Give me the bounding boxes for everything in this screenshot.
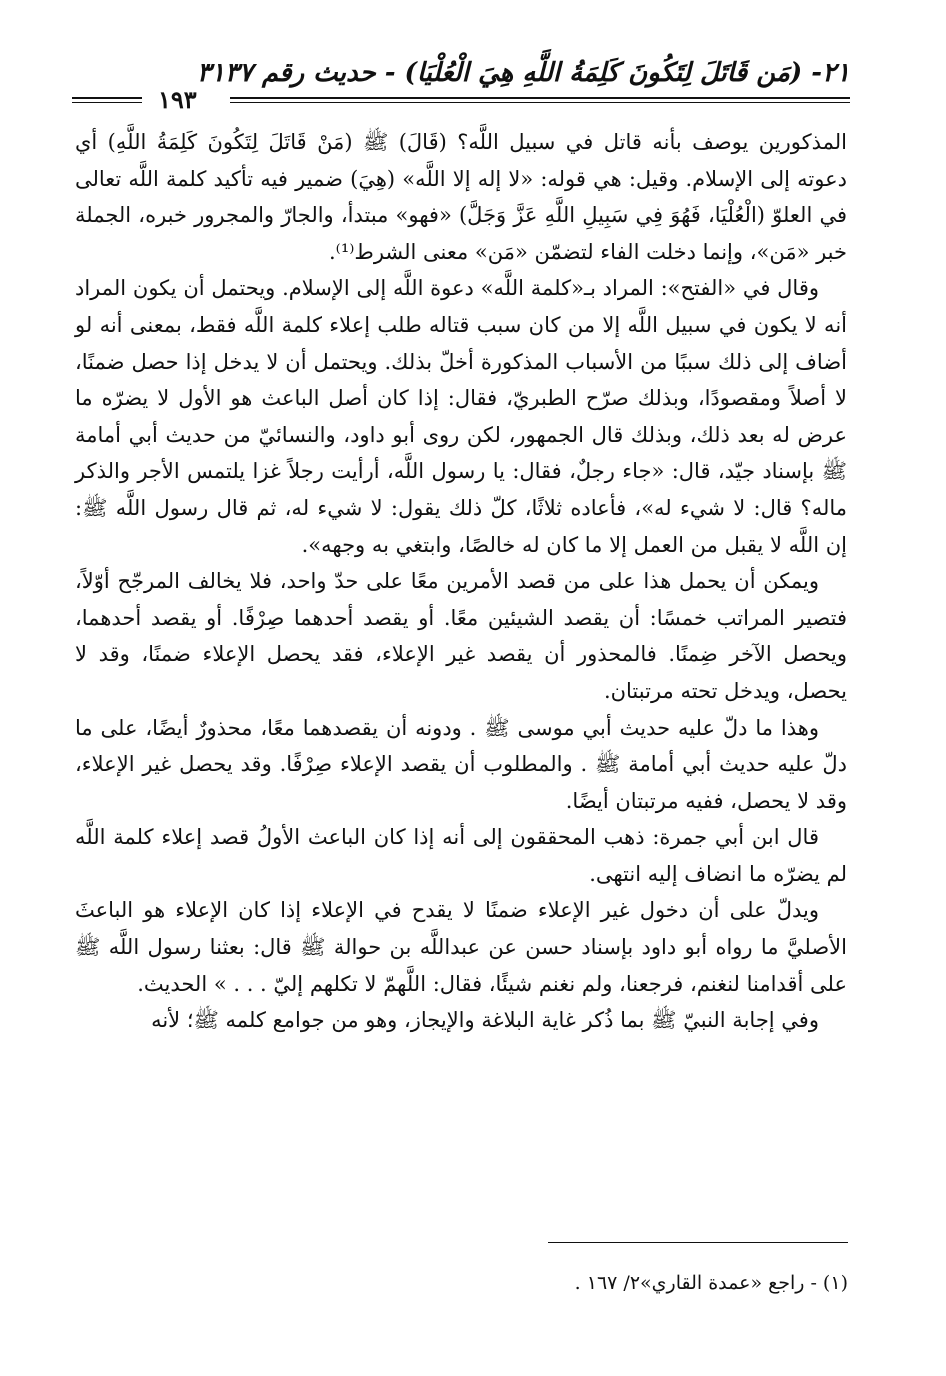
paragraph: وهذا ما دلّ عليه حديث أبي موسى ﷺ . ودونه أن يقصدهما معًا، محذورٌ أيضًا، على ما دلّ عليه حديث أبي أمامة ﷺ . والمطلوب أن يقصد الإعلاء صِرْفًا. وقد يحصل غير الإعلاء، وقد لا يحصل، ففيه مرتبتان أيضًا.: [75, 715, 847, 813]
paragraph: المذكورين يوصف بأنه قاتل في سبيل اللَّه؟ (قَالَ) ﷺ (مَنْ قَاتَلَ لِتَكُونَ كَلِمَةُ اللَّهِ) أي دعوته إلى الإسلام. وقيل: هي قوله: «لا إله إلا اللَّه» (هِيَ) ضمير فيه تأكيد كلمة اللَّه تعالى في العلوّ (الْعُلْيَا، فَهُوَ فِي سَبِيلِ اللَّهِ عَزَّ وَجَلَّ) «فهو» مبتدأ، والجارّ والمجرور خبره، الجملة خبر «مَن»، وإنما دخلت الفاء لتضمّن «مَن» معنى الشرط⁽¹⁾.: [75, 130, 847, 264]
paragraph: ويمكن أن يحمل هذا على من قصد الأمرين معًا على حدّ واحد، فلا يخالف المرجّح أوّلاً، فتصير المراتب خمسًا: أن يقصد الشيئين معًا. أو يقصد أحدهما صِرْفًا. أو يقصد أحدهما، ويحصل الآخر ضِمنًا. فالمحذور أن يقصد غير الإعلاء، فقد يحصل الإعلاء ضمنًا، وقد لا يحصل، ويدخل تحته مرتبتان.: [75, 569, 847, 703]
paragraph: وقال في «الفتح»: المراد بـ«كلمة اللَّه» دعوة اللَّه إلى الإسلام. ويحتمل أن يكون المراد أنه لا يكون في سبيل اللَّه إلا من كان سبب قتاله طلب إعلاء كلمة اللَّه فقط، بمعنى أنه لو أضاف إلى ذلك سببًا من الأسباب المذكورة أخلّ بذلك. ويحتمل أن لا يدخل إذا حصل ضمنًا، لا أصلاً ومقصودًا، وبذلك صرّح الطبريّ، فقال: إذا كان أصل الباعث هو الأول لا يضرّه ما عرض له بعد ذلك، وبذلك قال الجمهور، لكن روى أبو داود، والنسائيّ من حديث أبي أمامة ﷺ بإسناد جيّد، قال: «جاء رجلٌ، فقال: يا رسول اللَّه، أرأيت رجلاً غزا يلتمس الأجر والذكر ماله؟ قال: لا شيء له»، فأعاده ثلاثًا، كلّ ذلك يقول: لا شيء له، ثم قال رسول اللَّه ﷺ: إن اللَّه لا يقبل من العمل إلا ما كان له خالصًا، وابتغي به وجهه».: [75, 276, 847, 557]
main-text: [75, 124, 847, 1039]
page-number-rule-thin: [72, 102, 142, 103]
page-header: [70, 55, 850, 117]
paragraph: قال ابن أبي جمرة: ذهب المحققون إلى أنه إذا كان الباعث الأولُ قصد إعلاء كلمة اللَّه لم يضرّه ما انضاف إليه انتهى.: [75, 825, 847, 886]
header-rule: [230, 97, 850, 99]
paragraph: وفي إجابة النبيّ ﷺ بما ذُكر غاية البلاغة والإيجاز، وهو من جوامع كلمه ﷺ؛ لأنه: [151, 1008, 819, 1033]
running-title: ٢١- (مَن قَاتَلَ لِتَكُونَ كَلِمَةُ اللَّهِ هِيَ الْعُلْيَا) - حديث رقم ٣١٣٧: [196, 58, 850, 88]
footnote: (١) - راجع «عمدة القاري»٢/ ١٦٧ .: [574, 1272, 848, 1294]
page-number-rule: [72, 97, 142, 99]
paragraph: ويدلّ على أن دخول غير الإعلاء ضمنًا لا يقدح في الإعلاء إذا كان الإعلاء هو الباعثَ الأصليَّ ما رواه أبو داود بإسناد حسن عن عبداللَّه بن حوالة ﷺ قال: بعثنا رسول اللَّه ﷺ على أقدامنا لنغنم، فرجعنا، ولم نغنم شيئًا، فقال: اللَّهمّ لا تكلهم إليّ . . . » الحديث.: [75, 898, 847, 996]
footnote-separator: [548, 1242, 848, 1243]
header-rule-thin: [230, 102, 850, 103]
page-number: ١٩٣: [158, 85, 197, 114]
